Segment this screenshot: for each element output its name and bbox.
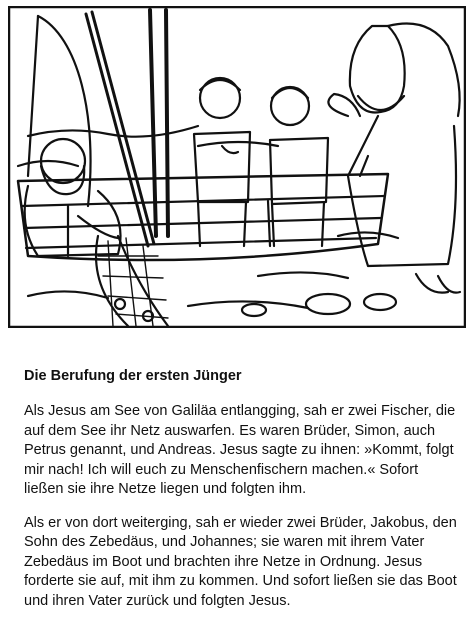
story-title: Die Berufung der ersten Jünger [24, 368, 242, 384]
story-text [24, 366, 458, 625]
coloring-illustration [8, 6, 466, 328]
story-paragraph-2: Als er von dort weiterging, sah er wieder zwei Brüder, Jakobus, den Sohn des Zebedäus, und Johannes; sie waren mit ihrem Vater Zebedäus im Boot und brachten ihre Netze in Ordnung. Jesus forderte sie auf, mit ihm zu kommen. Und sofort ließen sie das Boot und ihren Vater zurück und folgten Jesus. [24, 514, 457, 609]
story-paragraph-1: Als Jesus am See von Galiläa entlangging, sah er zwei Fischer, die auf dem See ihr Netz auswarfen. Es waren Brüder, Simon, auch Petrus genannt, und Andreas. Jesus sagte zu ihnen: »Kommt, folgt mir nach! Ich will euch zu Menschenfischern machen.« Sofort ließen sie ihre Netze liegen und folgten ihm. [24, 403, 456, 497]
